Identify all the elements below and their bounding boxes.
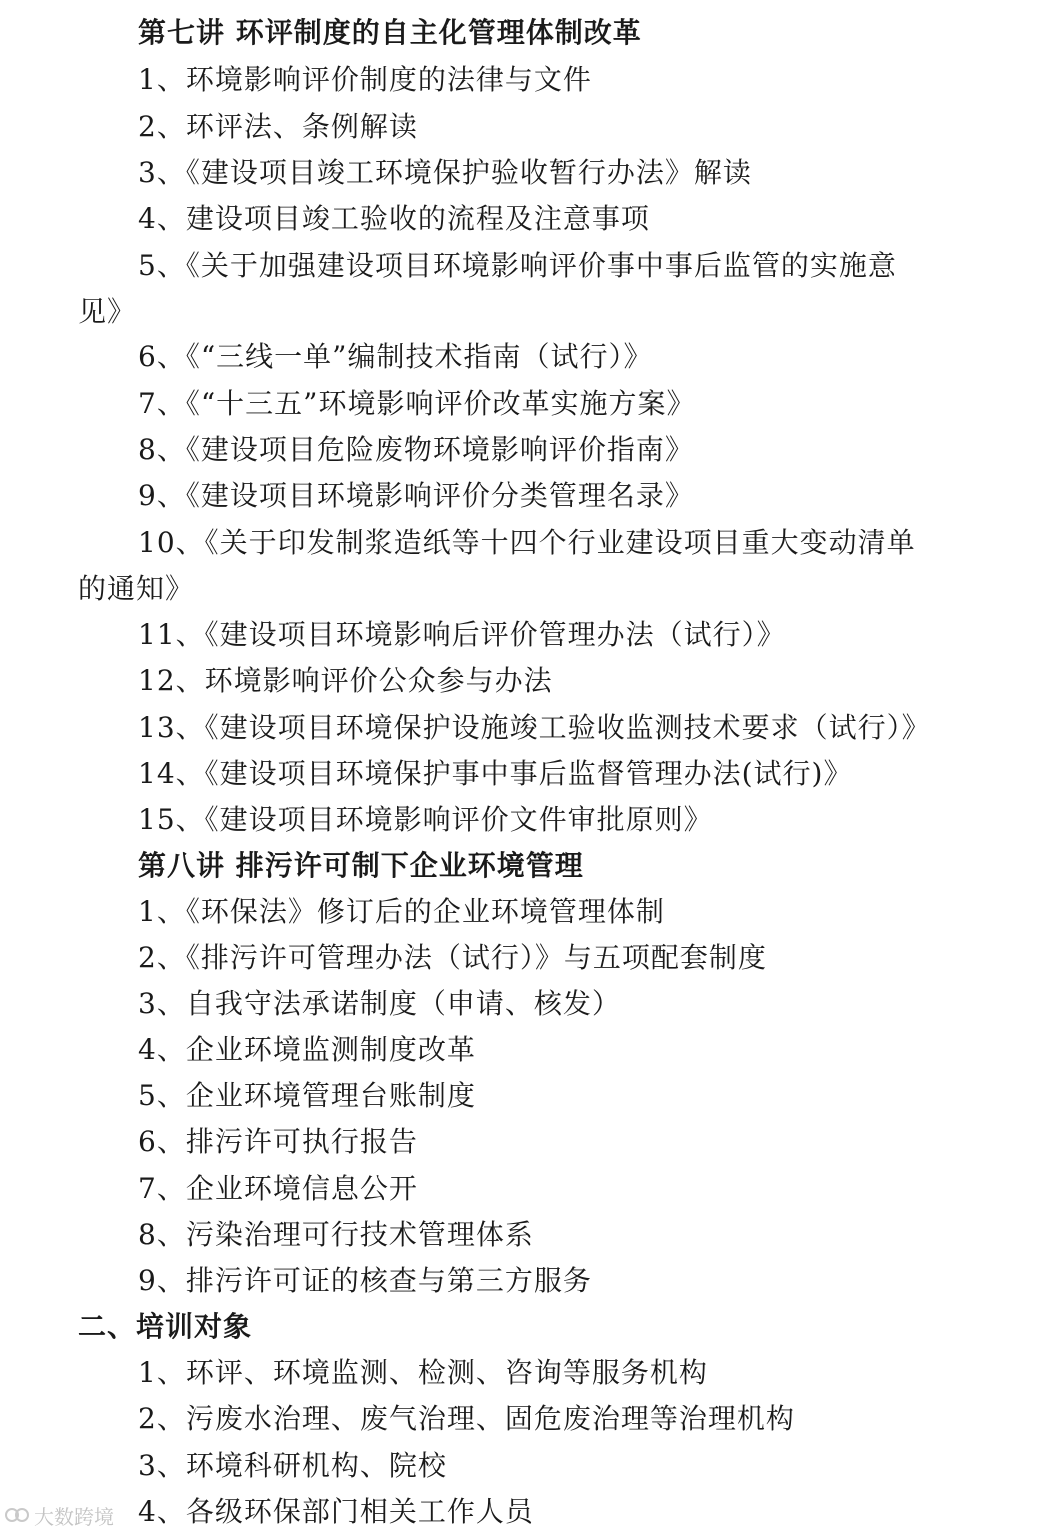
list-item: 7、企业环境信息公开 bbox=[138, 1172, 418, 1205]
lecture-heading: 第八讲 排污许可制下企业环境管理 bbox=[138, 849, 584, 882]
list-item: 2、污废水治理、废气治理、固危废治理等治理机构 bbox=[138, 1402, 795, 1435]
list-item: 3、自我守法承诺制度（申请、核发） bbox=[138, 987, 621, 1020]
list-item: 5、企业环境管理台账制度 bbox=[138, 1079, 476, 1112]
list-item: 4、企业环境监测制度改革 bbox=[138, 1033, 476, 1066]
list-item-continuation: 的通知》 bbox=[78, 572, 195, 605]
list-item: 10、《关于印发制浆造纸等十四个行业建设项目重大变动清单 bbox=[138, 526, 916, 559]
list-item: 3、《建设项目竣工环境保护验收暂行办法》解读 bbox=[138, 156, 752, 189]
section-heading: 二、培训对象 bbox=[78, 1310, 253, 1343]
list-item: 4、建设项目竣工验收的流程及注意事项 bbox=[138, 202, 650, 235]
list-item-continuation: 见》 bbox=[78, 295, 137, 328]
list-item: 12、环境影响评价公众参与办法 bbox=[138, 664, 553, 697]
list-item: 2、环评法、条例解读 bbox=[138, 110, 418, 143]
list-item: 1、环评、环境监测、检测、咨询等服务机构 bbox=[138, 1356, 708, 1389]
list-item: 9、《建设项目环境影响评价分类管理名录》 bbox=[138, 479, 694, 512]
list-item: 6、排污许可执行报告 bbox=[138, 1125, 418, 1158]
list-item: 8、污染治理可行技术管理体系 bbox=[138, 1218, 534, 1251]
brand-logo-icon bbox=[4, 1504, 30, 1526]
list-item: 6、《“三线一单”编制技术指南（试行）》 bbox=[138, 340, 653, 373]
list-item: 5、《关于加强建设项目环境影响评价事中事后监管的实施意 bbox=[138, 249, 897, 282]
list-item: 2、《排污许可管理办法（试行）》与五项配套制度 bbox=[138, 941, 767, 974]
list-item: 13、《建设项目环境保护设施竣工验收监测技术要求（试行）》 bbox=[138, 711, 931, 744]
lecture-heading: 第七讲 环评制度的自主化管理体制改革 bbox=[138, 16, 642, 49]
list-item: 8、《建设项目危险废物环境影响评价指南》 bbox=[138, 433, 694, 466]
list-item: 15、《建设项目环境影响评价文件审批原则》 bbox=[138, 803, 713, 836]
list-item: 9、排污许可证的核查与第三方服务 bbox=[138, 1264, 592, 1297]
list-item: 7、《“十三五”环境影响评价改革实施方案》 bbox=[138, 387, 696, 420]
list-item: 11、《建设项目环境影响后评价管理办法（试行）》 bbox=[138, 618, 786, 651]
watermark bbox=[4, 1500, 114, 1530]
list-item: 14、《建设项目环境保护事中事后监督管理办法(试行)》 bbox=[138, 757, 853, 790]
list-item: 4、各级环保部门相关工作人员 bbox=[138, 1495, 534, 1528]
list-item: 3、环境科研机构、院校 bbox=[138, 1449, 447, 1482]
list-item: 1、《环保法》修订后的企业环境管理体制 bbox=[138, 895, 665, 928]
watermark-text: 大数跨境 bbox=[34, 1504, 114, 1529]
list-item: 1、环境影响评价制度的法律与文件 bbox=[138, 63, 592, 96]
